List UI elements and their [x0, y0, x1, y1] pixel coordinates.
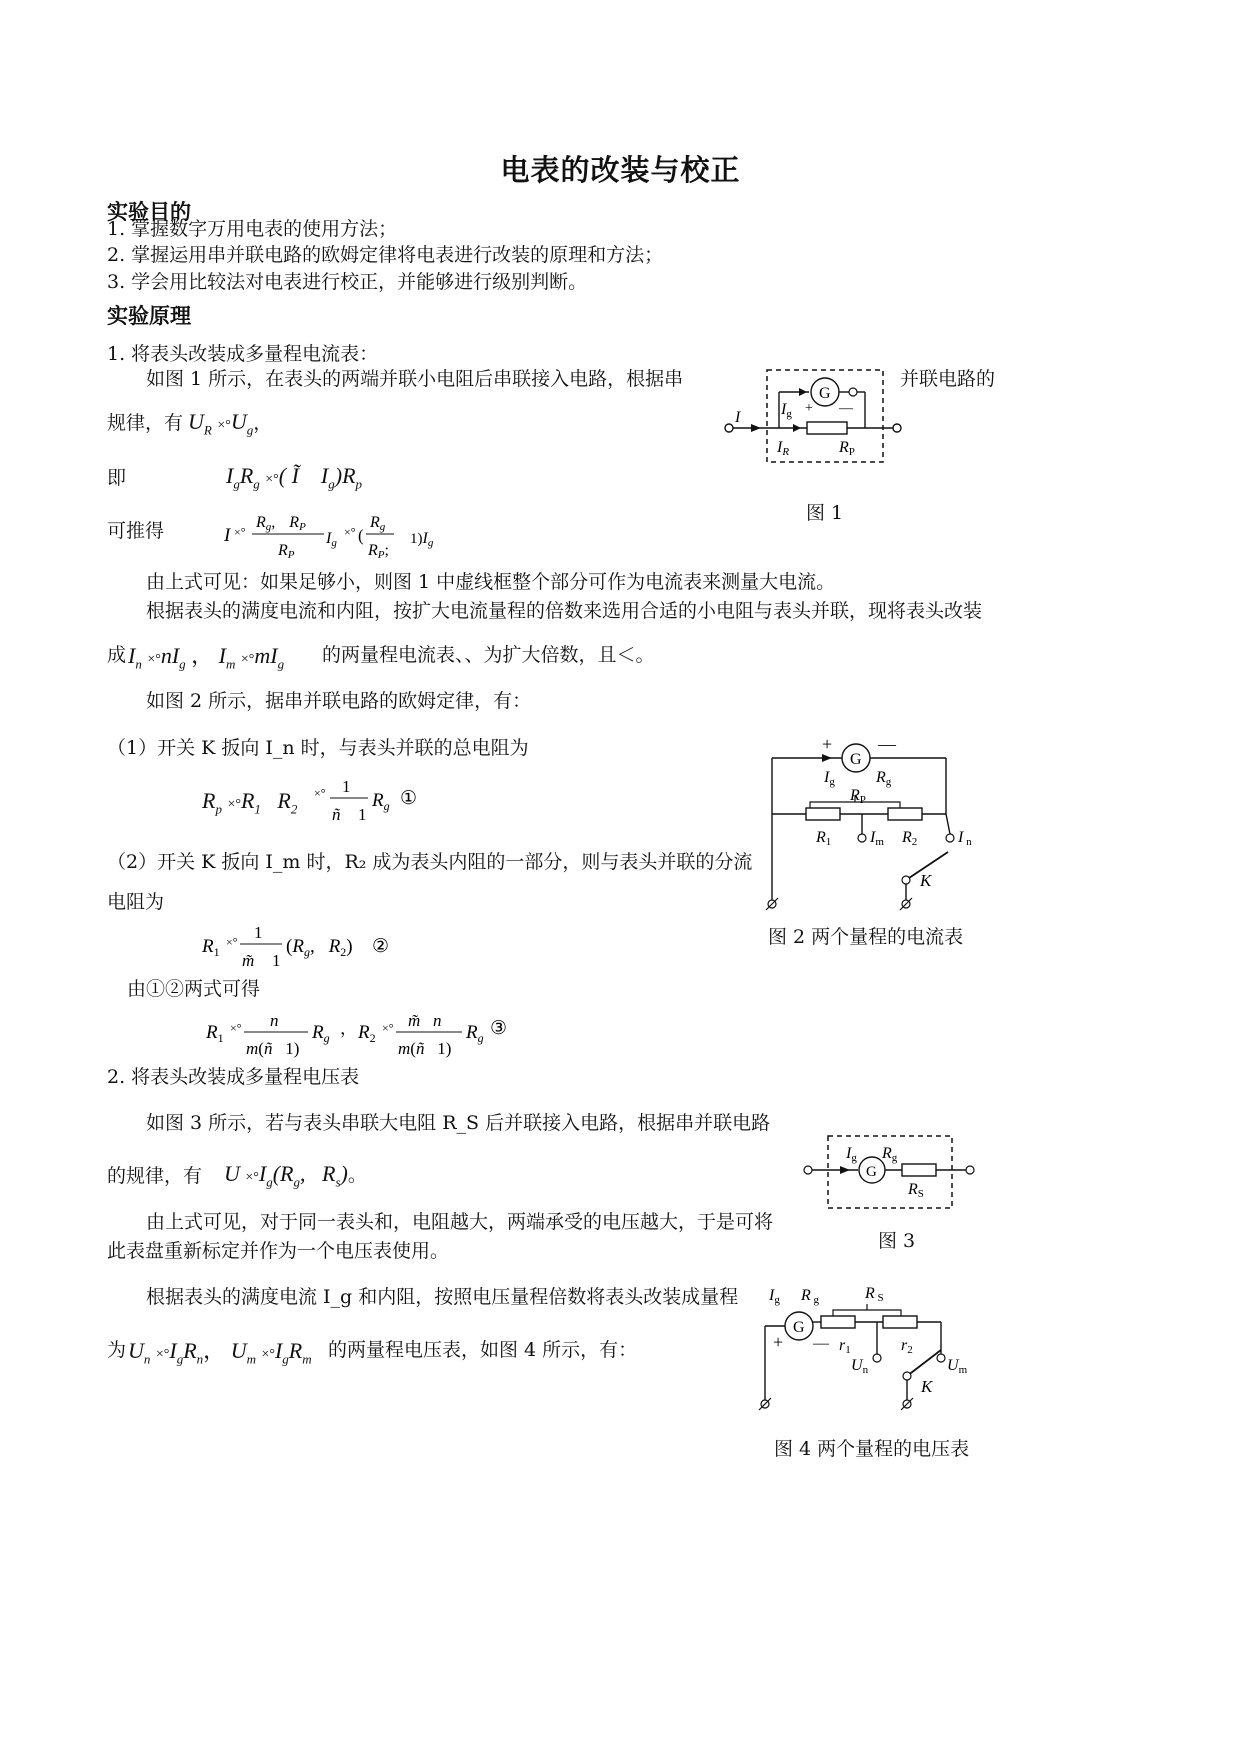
figure-2-caption: 图 2 两个量程的电流表 [768, 926, 964, 948]
svg-text:1: 1 [358, 805, 367, 824]
svg-text:Rg: $R_g$ [372, 790, 390, 813]
svg-text:RP: RP [839, 439, 855, 458]
svg-text:Ig: Ig [769, 1287, 780, 1306]
figure-2-circuit [760, 730, 980, 920]
part1-paragraph: 根据表头的满度电流和内阻，按扩大电流量程的倍数来选用合适的小电阻与表头并联，现将表头改装 [146, 600, 983, 622]
part2-heading: 2. 将表头改装成多量程电压表 [107, 1066, 360, 1088]
svg-text:—: — [839, 401, 853, 416]
case-2-text: 电阻为 [107, 891, 165, 913]
part1-paragraph: 如图 1 所示，在表头的两端并联小电阻后串联接入电路，根据串 [146, 368, 684, 390]
equation-igrg: $I_gR_g$ ×°( Ĩ $I_g)R_p$ [226, 463, 363, 492]
svg-text:1: 1 [254, 923, 263, 942]
figure-1-caption: 图 1 [806, 502, 844, 524]
svg-text:RP: RP [278, 542, 295, 561]
svg-text:G: G [850, 751, 862, 768]
figure-3-caption: 图 3 [878, 1230, 916, 1252]
part2-paragraph: 根据表头的满度电流 I_g 和内阻，按照电压量程倍数将表头改装成量程 [146, 1286, 739, 1308]
svg-text:I: I [224, 525, 231, 546]
svg-text:+: + [773, 1332, 784, 1352]
svg-text:Rg: $R_g$ [312, 1022, 330, 1045]
svg-text:×°: ×° [314, 786, 326, 800]
svg-text:1: 1 [342, 777, 351, 796]
svg-text:Um: Um [947, 1357, 968, 1376]
svg-text:②: ② [372, 936, 390, 957]
page-title: 电表的改装与校正 [500, 153, 741, 187]
svg-text:—: — [813, 1335, 829, 1352]
part1-paragraph: 如图 2 所示，据串并联电路的欧姆定律，有： [146, 690, 532, 712]
svg-text:m̃ n: m̃ n [408, 1011, 442, 1030]
svg-text:R1: $R_1$ [206, 1022, 224, 1045]
ji-label: 即 [107, 467, 127, 489]
equation-in-im: $I_n \times^\circ nI_g$ ， $I_m \times^\circ mI_g$ [128, 643, 285, 672]
svg-text:G: G [793, 1319, 805, 1336]
section-heading-principle: 实验原理 [107, 304, 191, 328]
part2-paragraph: 如图 3 所示，若与表头串联大电阻 R_S 后并联接入电路，根据串并联电路 [146, 1112, 771, 1134]
svg-text:Ig: Ig [824, 769, 835, 788]
svg-text:R2: $R_2$ [358, 1022, 376, 1045]
svg-text:1)Ig: $1)I_g$ [410, 530, 434, 549]
svg-text:R1: $R_1$ [202, 936, 220, 959]
section-heading-objective: 实验目的 [107, 200, 191, 224]
svg-text:m(ñ 1): m(ñ 1) [246, 1039, 300, 1058]
svg-text:(: ( [358, 526, 364, 545]
svg-text:①: ① [400, 788, 418, 809]
svg-text:1: 1 [272, 951, 281, 970]
svg-text:×°: ×° [344, 525, 356, 539]
svg-text:G: G [866, 1164, 877, 1180]
part1-paragraph: 规律，有 [107, 412, 184, 434]
objective-item: 2. 掌握运用串并联电路的欧姆定律将电表进行改装的原理和方法； [107, 244, 664, 266]
svg-text:(Rg,R2): ($R_g$, $R_2$) [286, 936, 353, 959]
case-2-text: （2）开关 K 扳向 I_m 时，R₂ 成为表头内阻的一部分，则与表头并联的分流 [107, 851, 753, 873]
svg-text:+: + [822, 734, 833, 754]
figure-3-circuit [790, 1130, 980, 1216]
svg-text:R g: R g [801, 1287, 820, 1306]
svg-text:m̃: m̃ [242, 951, 255, 970]
svg-text:×°: ×° [226, 935, 238, 949]
svg-text:r1: r1 [839, 1337, 851, 1356]
svg-text:Rg: $R_g$ [466, 1022, 484, 1045]
svg-text:IR: IR [777, 439, 790, 458]
part1-paragraph-tail: 并联电路的 [900, 368, 996, 390]
equation-u: $U \times^\circ I_g(R_g$, $R_s$)。 [224, 1161, 367, 1190]
part2-paragraph: 此表盘重新标定并作为一个电压表使用。 [107, 1240, 450, 1262]
equation-rp-1: $R_p \times^\circ R_1$ $R_2$ [202, 788, 298, 817]
svg-text:Rg,RP: Rg, RP [256, 514, 306, 533]
svg-text:③: ③ [490, 1018, 508, 1039]
part2-paragraph: 的两量程电压表，如图 4 所示，有： [328, 1339, 638, 1361]
svg-text:n: n [270, 1011, 279, 1030]
part1-paragraph: 成 [107, 644, 127, 666]
svg-text:RP;: RP; [368, 542, 389, 561]
tuide-label: 可推得 [107, 520, 165, 542]
part1-heading: 1. 将表头改装成多量程电流表： [107, 343, 379, 365]
svg-text:×°: ×° [230, 1021, 242, 1035]
svg-text:Rg: Rg [882, 1145, 898, 1164]
part2-paragraph: 的规律，有 [107, 1165, 203, 1187]
from-both-text: 由①②两式可得 [127, 978, 261, 1000]
svg-text:，: ， [340, 1019, 357, 1038]
part2-paragraph: 为 [107, 1339, 127, 1361]
svg-text:G: G [819, 385, 831, 402]
svg-text:r2: r2 [901, 1337, 913, 1356]
figure-1-circuit [715, 360, 905, 480]
part1-paragraph: 由上式可见：如果足够小，则图 1 中虚线框整个部分可作为电流表来测量大电流。 [146, 571, 836, 593]
svg-text:K: K [921, 1377, 933, 1396]
svg-text:RP: RP [850, 787, 866, 806]
svg-text:Ig: Ig [781, 401, 792, 420]
case-1-text: （1）开关 K 扳向 I_n 时，与表头并联的总电阻为 [107, 737, 529, 759]
objective-item: 3. 学会用比较法对电表进行校正，并能够进行级别判断。 [107, 271, 588, 293]
svg-text:ñ: ñ [332, 805, 341, 824]
objective-item: 1. 掌握数字万用电表的使用方法； [107, 218, 398, 240]
svg-text:R S: R S [865, 1285, 884, 1304]
svg-text:I: I [735, 409, 741, 426]
svg-text:×°: ×° [382, 1021, 394, 1035]
svg-text:R2: R2 [902, 829, 918, 848]
part2-paragraph: 由上式可见，对于同一表头和，电阻越大，两端承受的电压越大，于是可将 [146, 1211, 774, 1233]
svg-text:R1: R1 [816, 829, 832, 848]
equation-ur-ug: $U_R \times^\circ U_g$， [188, 409, 273, 438]
svg-text:+: + [805, 401, 813, 416]
equation-rp-fraction [314, 770, 444, 828]
figure-4-caption: 图 4 两个量程的电压表 [774, 1438, 970, 1460]
svg-text:RS: RS [908, 1181, 924, 1200]
svg-text:K: K [920, 871, 932, 890]
equation-i-derived [220, 505, 450, 567]
figure-4-circuit [755, 1278, 985, 1428]
svg-text:×°: ×° [234, 525, 246, 539]
svg-text:m(ñ 1): m(ñ 1) [398, 1039, 452, 1058]
equation-r1-r2 [198, 1004, 518, 1064]
svg-text:Rg: Rg [370, 514, 386, 533]
svg-text:Im: Im [870, 829, 884, 848]
equation-r1 [198, 916, 418, 974]
part1-paragraph: 的两量程电流表、、为扩大倍数，且＜。 [322, 644, 655, 666]
equation-un-um: $U_n \times^\circ I_gR_n$， $U_m \times^\circ I_gR_m$ [128, 1338, 312, 1367]
svg-text:Ig: Ig [326, 530, 337, 549]
svg-text:I n: I n [958, 829, 972, 848]
svg-text:Un: Un [851, 1357, 869, 1376]
svg-text:Rg: Rg [876, 769, 892, 788]
svg-text:Ig: Ig [846, 1145, 857, 1164]
svg-text:—: — [878, 734, 896, 754]
